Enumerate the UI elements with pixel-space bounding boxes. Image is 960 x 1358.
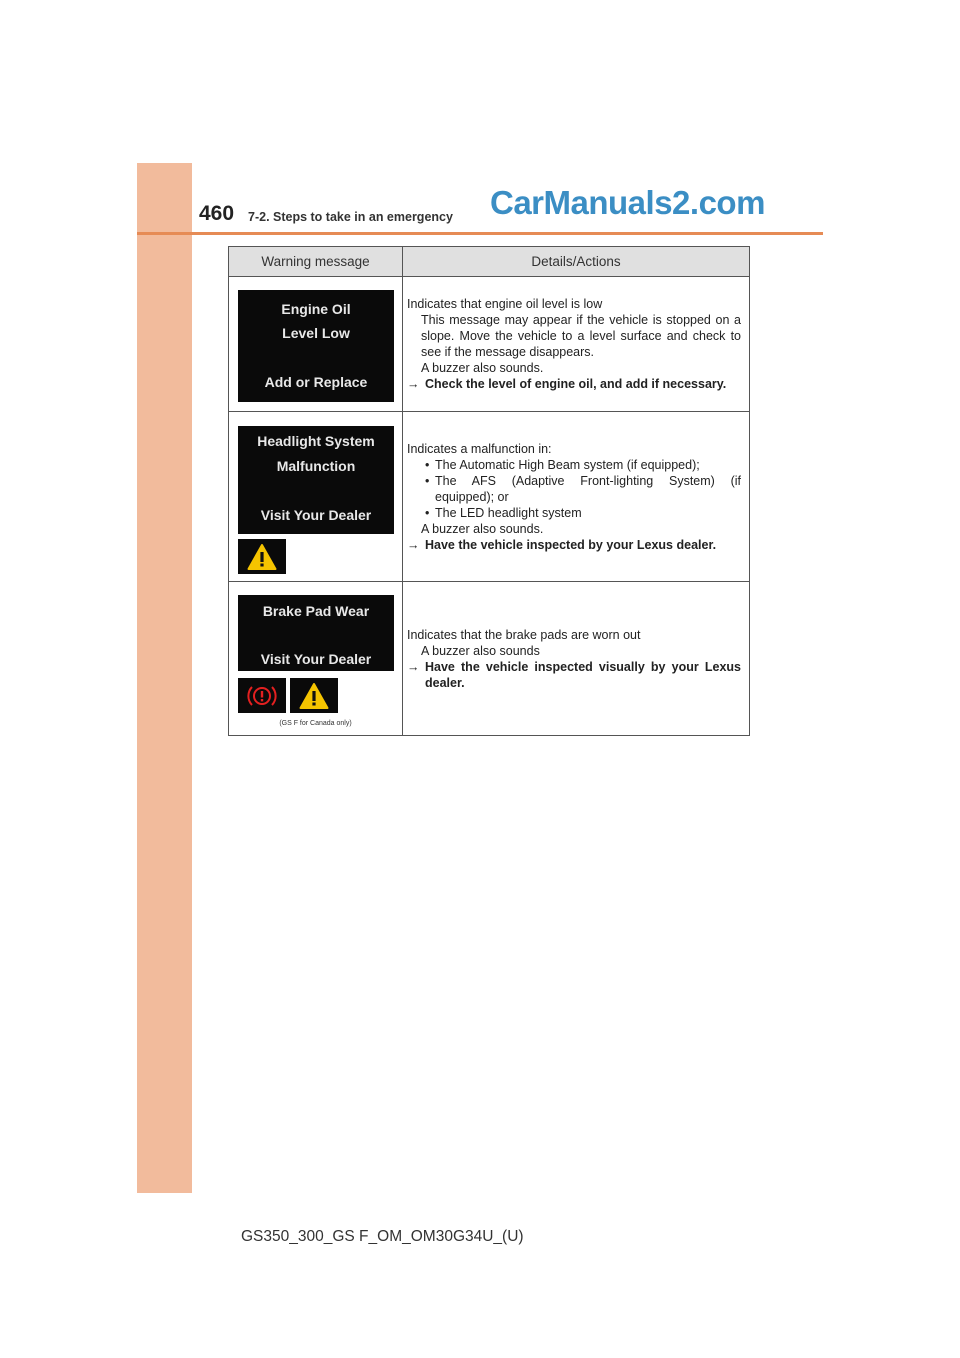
details-note: A buzzer also sounds. [421, 361, 544, 375]
column-header-details-actions: Details/Actions [403, 247, 750, 277]
footer-document-code: GS350_300_GS F_OM_OM30G34U_(U) [241, 1228, 524, 1245]
screen-line: Level Low [282, 325, 350, 341]
details-cell [403, 277, 750, 412]
details-note: A buzzer also sounds. [421, 521, 544, 536]
section-title: 7-2. Steps to take in an emergency [248, 210, 453, 224]
bullet-icon: • [425, 505, 430, 520]
display-screen-headlight-system [238, 426, 394, 534]
warning-image-cell [229, 582, 403, 736]
page-number: 460 [199, 202, 235, 225]
screen-line: Malfunction [276, 458, 356, 474]
details-bullet: • The AFS (Adaptive Front-lighting System) (if equipped); or [425, 473, 741, 504]
arrow-icon: → [407, 377, 420, 391]
screen-line: Headlight System [257, 433, 375, 449]
warning-image-cell [229, 412, 403, 582]
details-intro: Indicates that engine oil level is low [407, 297, 603, 311]
table-row [229, 412, 750, 582]
details-intro: Indicates a malfunction in: [407, 441, 552, 456]
warning-triangle-icon [238, 539, 286, 574]
details-bullet: • The Automatic High Beam system (if equipped); [425, 457, 700, 472]
details-action: → Have the vehicle inspected visually by your Lexus dealer. [407, 659, 741, 690]
table-header-row [229, 247, 750, 277]
side-strip [137, 163, 192, 1193]
arrow-icon: → [407, 537, 420, 552]
table-row [229, 277, 750, 412]
warning-triangle-icon [290, 678, 338, 713]
details-cell [403, 412, 750, 582]
indicator-caption: (GS F for Canada only) [279, 720, 352, 727]
column-header-warning-message: Warning message [229, 247, 403, 277]
details-intro: Indicates that the brake pads are worn out [407, 627, 641, 642]
bullet-icon: • [425, 457, 430, 472]
screen-line: Visit Your Dealer [260, 651, 372, 667]
details-cell [403, 582, 750, 736]
screen-line: Brake Pad Wear [262, 603, 370, 619]
details-note: A buzzer also sounds [421, 643, 540, 658]
details-action: → Have the vehicle inspected by your Lexus dealer. [407, 537, 717, 552]
table-row [229, 582, 750, 736]
display-screen-brake-pad-wear [238, 595, 394, 671]
screen-line: Visit Your Dealer [260, 507, 372, 523]
bullet-icon: • [425, 473, 430, 488]
screen-line: Engine Oil [281, 301, 351, 317]
header-rule [137, 232, 823, 235]
display-screen-engine-oil [238, 290, 394, 402]
watermark: CarManuals2.com [490, 184, 765, 221]
warning-image-cell [229, 277, 403, 412]
brake-warning-icon [238, 678, 286, 713]
details-note: This message may appear if the vehicle is stopped on a slope. Move the vehicle to a level surface and check to see if the message disappears. [421, 313, 741, 359]
warning-message-table [228, 246, 750, 736]
screen-line: Add or Replace [264, 374, 368, 390]
details-bullet: • The LED headlight system [425, 505, 582, 520]
arrow-icon: → [407, 659, 420, 674]
details-action: → Check the level of engine oil, and add if necessary. [407, 377, 727, 391]
